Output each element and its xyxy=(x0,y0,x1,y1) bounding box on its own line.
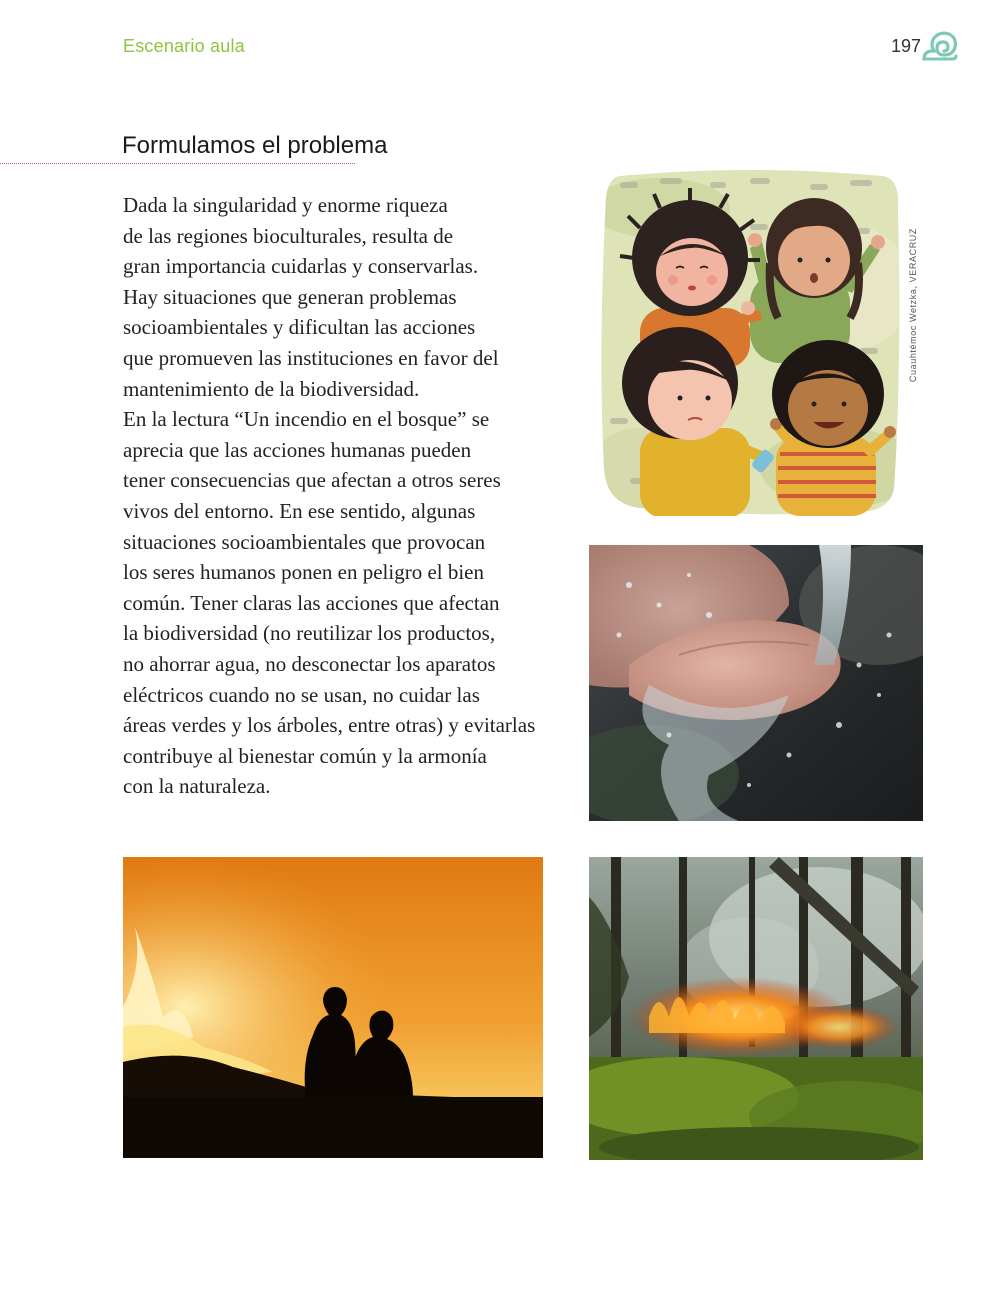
forest-fire-photo xyxy=(589,857,923,1160)
paragraph-line: que promueven las instituciones en favor del xyxy=(123,345,499,370)
section-title: Formulamos el problema xyxy=(122,132,388,159)
body-paragraph xyxy=(123,190,553,802)
paragraph-line: situaciones socioambientales que provocan xyxy=(123,529,486,554)
section-header: Escenario aula xyxy=(123,36,245,56)
paragraph-line: vivos del entorno. En ese sentido, algunas xyxy=(123,498,476,523)
snail-icon xyxy=(922,30,958,62)
paragraph-line: gran importancia cuidarlas y conservarlas. xyxy=(123,254,479,279)
water-hands-photo xyxy=(589,545,923,821)
paragraph-line: eléctricos cuando no se usan, no cuidar las xyxy=(123,682,480,707)
paragraph-line: tener consecuencias que afectan a otros seres xyxy=(123,468,501,493)
children-illustration xyxy=(600,168,900,516)
paragraph-line: de las regiones bioculturales, resulta de xyxy=(123,223,454,248)
paragraph-line: mantenimiento de la biodiversidad. xyxy=(123,376,420,401)
paragraph-line: Dada la singularidad y enorme riqueza xyxy=(123,193,448,217)
page-number: 197 xyxy=(891,36,922,56)
paragraph-line: aprecia que las acciones humanas pueden xyxy=(123,437,472,462)
paragraph-line: contribuye al bienestar común y la armonía xyxy=(123,743,487,768)
paragraph-line: áreas verdes y los árboles, entre otras) y evitarlas xyxy=(123,713,536,738)
paragraph-line: los seres humanos ponen en peligro el bien xyxy=(123,560,484,585)
paragraph-line: socioambientales y dificultan las acciones xyxy=(123,315,476,340)
paragraph-line: la biodiversidad (no reutilizar los productos, xyxy=(123,621,496,646)
paragraph-line: con la naturaleza. xyxy=(123,774,271,799)
paragraph-line: común. Tener claras las acciones que afectan xyxy=(123,590,500,615)
fire-silhouette-photo xyxy=(123,857,543,1158)
title-underline xyxy=(0,163,355,164)
paragraph-line: En la lectura “Un incendio en el bosque” se xyxy=(123,407,490,432)
illustration-credit: Cuauhtémoc Wetzka, VERACRUZ xyxy=(908,228,918,383)
paragraph-line: Hay situaciones que generan problemas xyxy=(123,284,457,309)
paragraph-line: no ahorrar agua, no desconectar los aparatos xyxy=(123,651,496,676)
